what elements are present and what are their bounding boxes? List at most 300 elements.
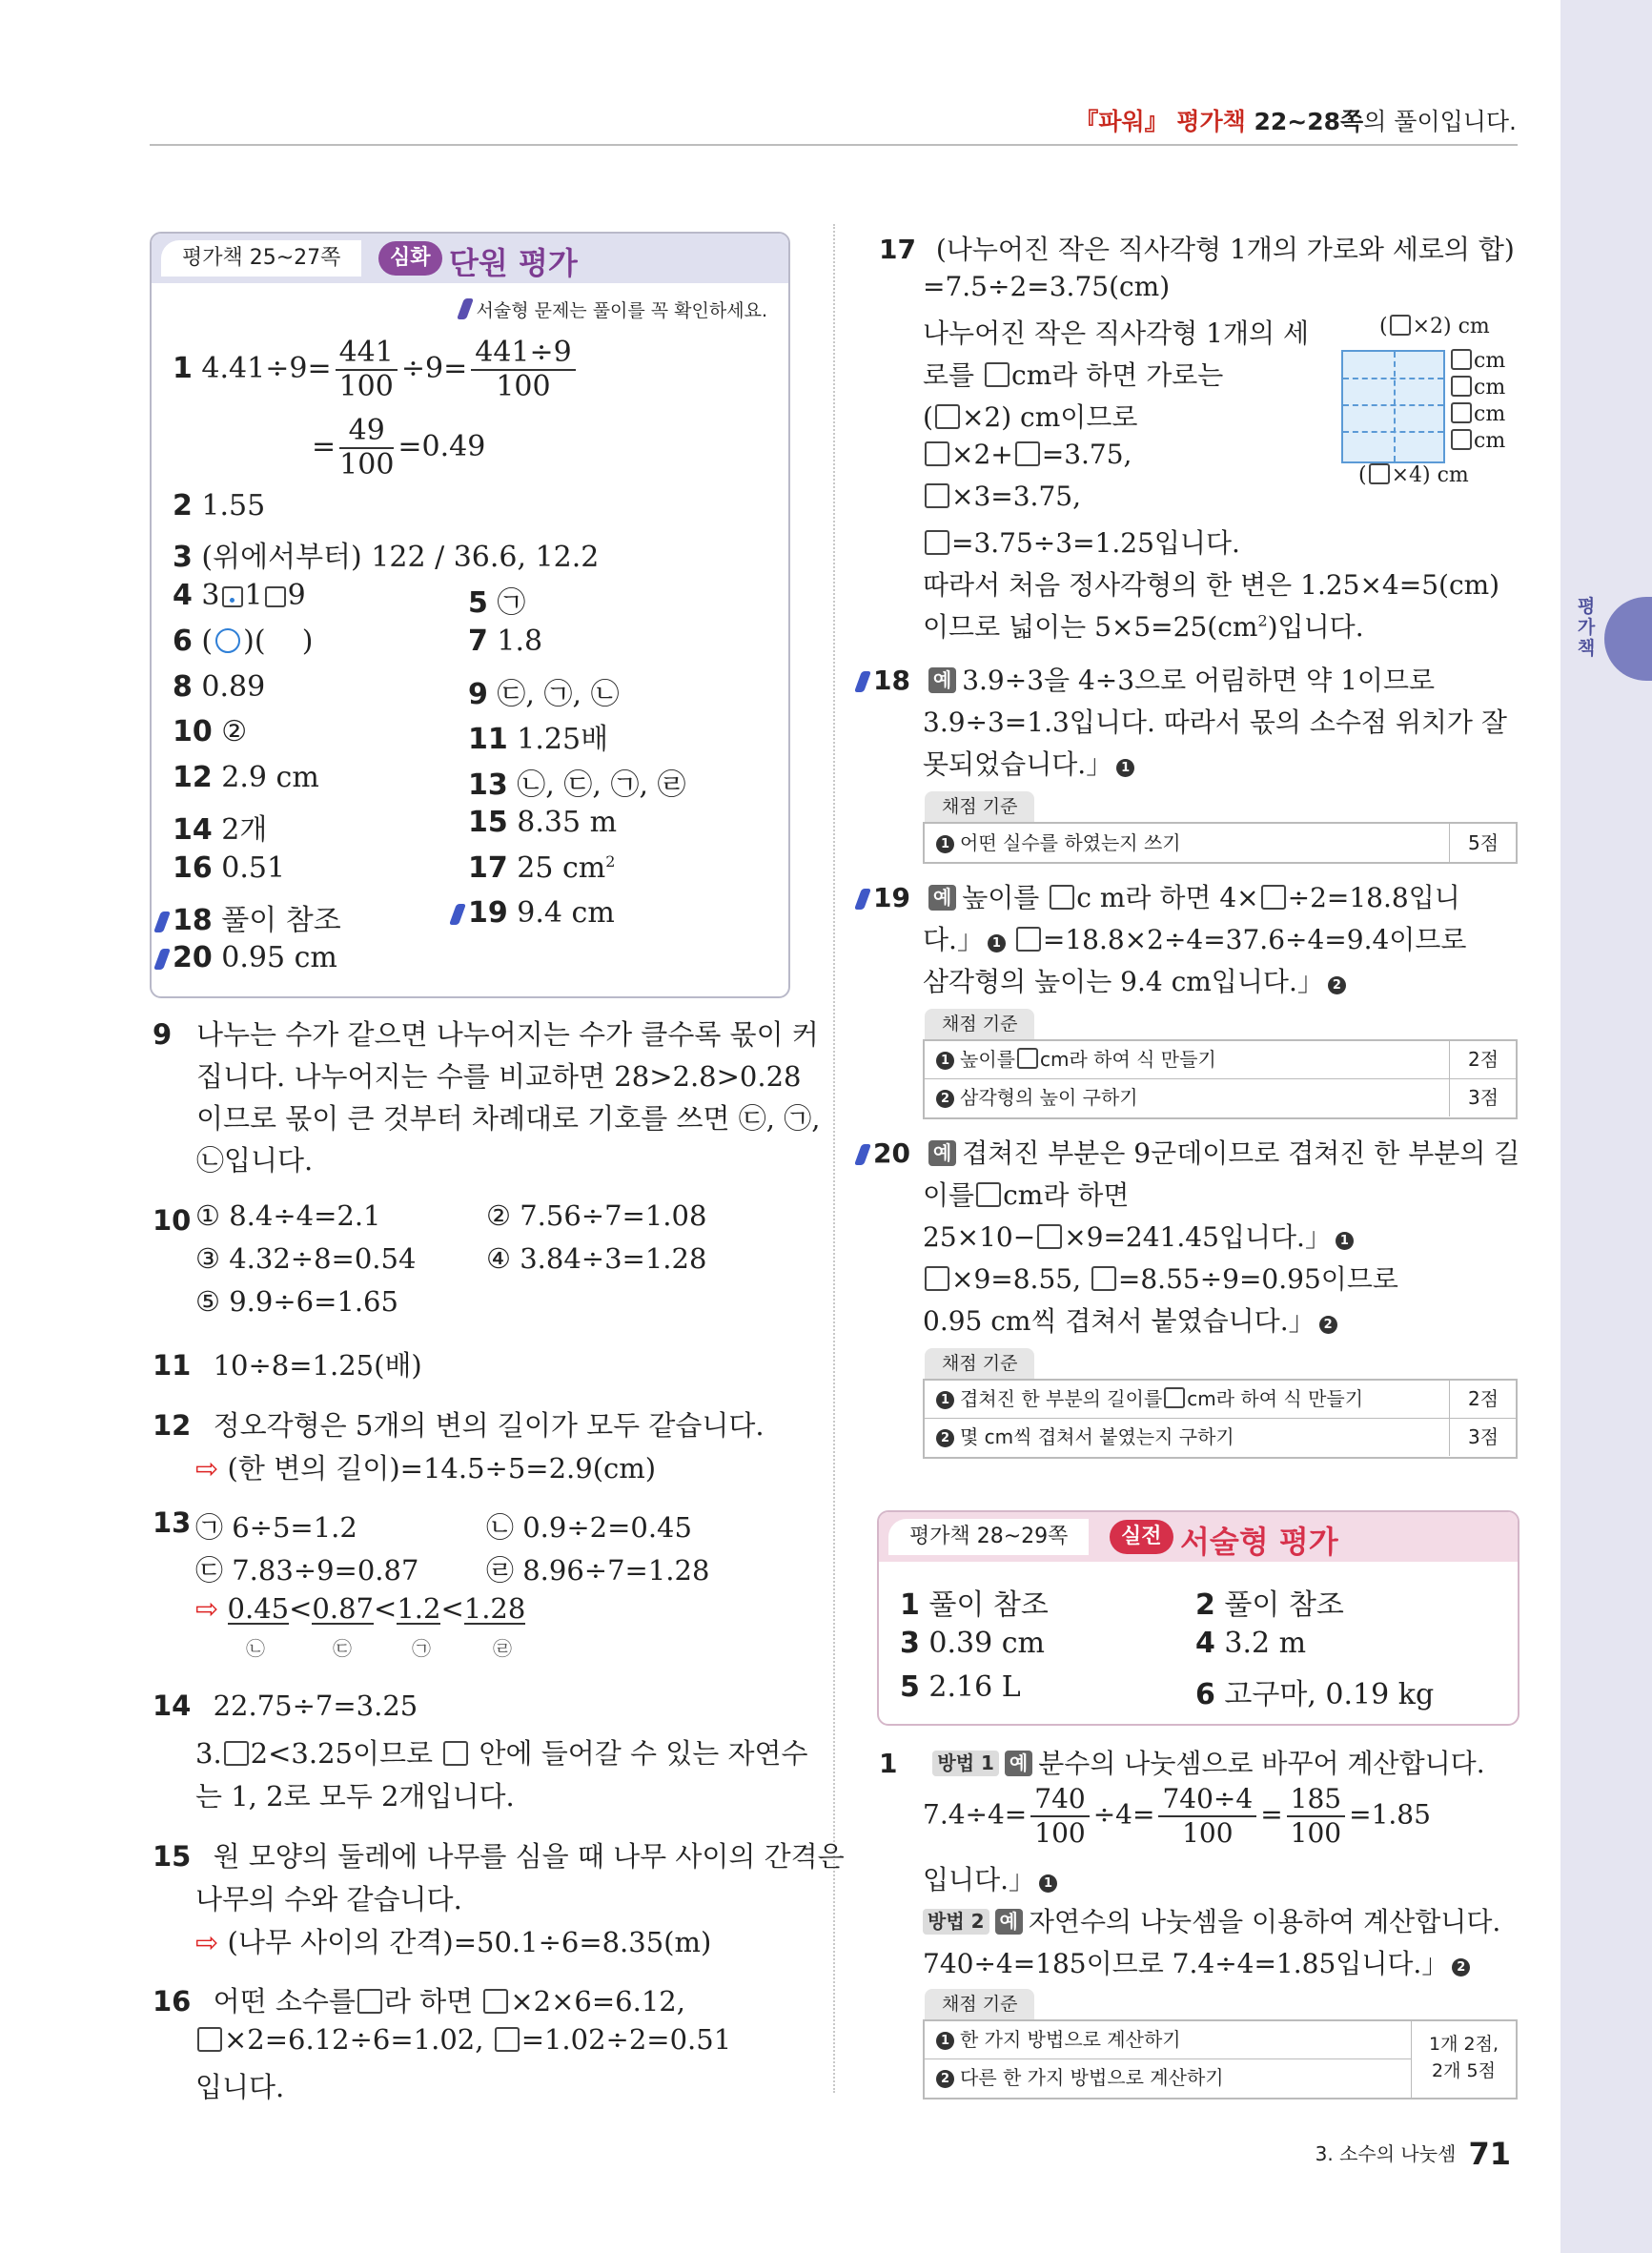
answer-13	[468, 761, 686, 803]
answer-box	[1017, 1048, 1038, 1069]
answer-15-number: 15	[468, 806, 508, 839]
circle-mark-icon	[215, 628, 240, 653]
step-2-icon: 2	[936, 1090, 954, 1108]
essay-answer-number: 1	[900, 1588, 920, 1622]
answer-7-value: 1.8	[497, 625, 543, 658]
step-2-icon: 2	[1319, 1316, 1337, 1334]
solution-11-text: 10÷8=1.25(배)	[213, 1349, 422, 1382]
criteria-row	[925, 1381, 1516, 1418]
answer-box	[925, 441, 949, 466]
solution-17-text: =3.75,	[1041, 439, 1132, 470]
criteria-row	[925, 824, 1516, 862]
solution-20-text: 25×10−	[923, 1221, 1036, 1253]
unit-test-box	[150, 232, 790, 998]
solution-20-text: 0.95 cm씩 겹쳐서 붙였습니다.」	[923, 1305, 1315, 1337]
figure-side-label	[1449, 429, 1505, 453]
solution-15-line: 나무의 수와 같습니다.	[195, 1883, 462, 1915]
solution-20-text: ×9=241.45입니다.」	[1064, 1221, 1332, 1253]
answer-17-value: 25 cm	[517, 851, 606, 885]
eq-text: 7.4÷4=	[923, 1798, 1028, 1831]
essay-answer-3	[900, 1627, 1045, 1660]
solution-17-text: (	[923, 401, 933, 433]
answer-3-value: (위에서부터) 122 / 36.6, 12.2	[201, 541, 600, 574]
answer-box	[197, 2027, 222, 2052]
solution-17-text: 이므로 넓이는 5×5=25(cm	[923, 611, 1258, 643]
answer-16-value: 0.51	[221, 851, 286, 885]
solution-17	[879, 229, 1515, 267]
solution-19-number: 19	[873, 882, 910, 913]
answer-4-b: 1	[244, 579, 263, 612]
solution-13-number: 13	[153, 1506, 192, 1539]
solution-17-text: ×3=3.75,	[951, 481, 1081, 512]
solution-16-text: =1.02÷2=0.51	[520, 2023, 732, 2056]
solution-20-line4	[923, 1259, 1398, 1297]
compare-key: ㉢	[333, 1637, 352, 1660]
answer-box	[985, 362, 1010, 387]
solution-18-text: 못되었습니다.」	[923, 748, 1113, 780]
method-badge: 방법 1	[932, 1751, 999, 1776]
arrow-icon: ⇨	[195, 1452, 219, 1485]
compare-key: ㉣	[493, 1637, 512, 1660]
solution-17-line5	[923, 397, 1137, 435]
answer-13-number: 13	[468, 768, 508, 802]
solution-10-number: 10	[153, 1204, 192, 1237]
essay-solution-text: 입니다.」	[923, 1864, 1036, 1895]
answer-16-number: 16	[173, 851, 213, 885]
solution-20-number: 20	[873, 1137, 910, 1169]
answer-box	[1164, 1387, 1185, 1408]
criteria-row	[925, 1078, 1516, 1116]
solution-17-text: )입니다.	[1267, 611, 1364, 643]
solution-16-text: 어떤 소수를	[213, 1985, 356, 2017]
solution-17-line: 나누어진 작은 직사각형 1개의 세	[923, 317, 1310, 349]
solution-16-text: ×2=6.12÷6=1.02,	[224, 2023, 484, 2056]
solution-19	[858, 877, 1460, 915]
unit-test-note	[460, 297, 767, 322]
solution-17-number: 17	[879, 234, 916, 265]
step-2-icon: 2	[1328, 976, 1346, 994]
solution-17-line6	[923, 439, 1132, 470]
essay-test-box	[877, 1510, 1519, 1726]
answer-12-number: 12	[173, 761, 213, 794]
answer-6-c: )	[301, 625, 314, 658]
answer-box	[1091, 1266, 1116, 1291]
figure-text: ×2) cm	[1412, 315, 1490, 338]
criteria-text: 다른 한 가지 방법으로 계산하기	[960, 2066, 1224, 2089]
example-badge: 예	[928, 1140, 956, 1166]
solution-14-text: 안에 들어갈 수 있는 자연수	[479, 1737, 808, 1770]
criteria-row	[925, 1041, 1516, 1078]
header-title	[1074, 103, 1517, 137]
side-tab-label: 평가책	[1577, 596, 1596, 659]
essay-answer-number: 3	[900, 1627, 920, 1660]
answer-1-number: 1	[173, 352, 193, 385]
criteria-label: 채점 기준	[925, 791, 1034, 822]
unit-test-ref: 평가책 25~27쪽	[161, 240, 361, 277]
answer-9-value: ㉢, ㉠, ㉡	[497, 678, 620, 711]
essay-test-title: 서술형 평가	[1180, 1524, 1338, 1560]
unit-test-title: 단원 평가	[449, 245, 578, 281]
solution-17-sup: 2	[1257, 611, 1268, 630]
fraction-num: 740÷4	[1158, 1783, 1256, 1817]
solution-10-item: ① 8.4÷4=2.1	[195, 1199, 381, 1232]
solution-19-text: =18.8×2÷4=37.6÷4=9.4이므로	[1042, 924, 1467, 955]
solution-16-text: 라 하면	[383, 1985, 474, 2017]
header-pages: 22~28쪽	[1254, 108, 1364, 135]
answer-box	[495, 2027, 520, 2052]
criteria-text: 한 가지 방법으로 계산하기	[960, 2028, 1181, 2051]
answer-box	[265, 586, 286, 607]
criteria-label: 채점 기준	[925, 1989, 1034, 2019]
solution-20-text: 이를	[923, 1179, 975, 1211]
solution-17-text: ×2+	[951, 439, 1013, 470]
solution-18-line: 3.9÷3=1.3입니다. 따라서 몫의 소수점 위치가 잘	[923, 707, 1507, 738]
solution-13-item: ㉣ 8.96÷7=1.28	[486, 1554, 710, 1587]
solution-20-text: ×9=8.55,	[951, 1263, 1081, 1295]
essay-solution-1	[879, 1743, 1485, 1781]
figure-side-label	[1449, 376, 1505, 399]
criteria-text: 삼각형의 높이 구하기	[960, 1086, 1138, 1109]
answer-9	[468, 670, 620, 712]
solution-13-item: ㉠ 6÷5=1.2	[195, 1511, 357, 1544]
answer-4-a: 3	[201, 579, 220, 612]
answer-17	[468, 851, 615, 885]
solution-13-item: ㉢ 7.83÷9=0.87	[195, 1554, 419, 1587]
essay-answer-value: 0.39 cm	[928, 1627, 1046, 1660]
header-suffix: 의 풀이입니다.	[1363, 108, 1517, 135]
answer-2-number: 2	[173, 489, 193, 522]
solution-11-number: 11	[153, 1349, 192, 1382]
solution-17-line: 따라서 처음 정사각형의 한 변은 1.25×4=5(cm)	[923, 569, 1500, 601]
figure-side-label	[1449, 349, 1505, 373]
header-rule	[150, 144, 1518, 146]
solution-19-text: 삼각형의 높이는 9.4 cm입니다.」	[923, 966, 1324, 997]
step-1-icon: 1	[1336, 1232, 1354, 1250]
answer-box	[224, 1741, 249, 1766]
solution-9-line: 이므로 몫이 큰 것부터 차례대로 기호를 쓰면 ㉢, ㉠,	[196, 1102, 821, 1135]
pencil-icon	[854, 1144, 871, 1165]
pencil-icon	[153, 949, 171, 970]
figure-text: (	[1379, 315, 1388, 338]
solution-17-line10	[923, 606, 1364, 645]
less-than: <	[374, 1592, 398, 1625]
solution-17-line4	[923, 355, 1223, 393]
solution-15-line: 원 모양의 둘레에 나무를 심을 때 나무 사이의 간격은	[213, 1840, 845, 1873]
solution-9-line: ㉡입니다.	[196, 1144, 314, 1177]
figure-dashed-line	[1394, 352, 1396, 461]
essay-solution-l3	[923, 1859, 1057, 1897]
solution-15-line3	[195, 1921, 711, 1960]
essay-answer-number: 2	[1195, 1588, 1215, 1622]
step-2-icon: 2	[936, 2070, 954, 2088]
answer-3	[173, 533, 599, 575]
answer-6-number: 6	[173, 625, 193, 658]
answer-12	[173, 761, 319, 794]
answer-15-value: 8.35 m	[517, 806, 618, 839]
answer-16	[173, 851, 285, 885]
solution-19-line2	[923, 919, 1466, 957]
answer-box-dot	[222, 586, 243, 607]
solution-15	[153, 1835, 845, 1874]
essay-answer-2	[1195, 1581, 1344, 1623]
criteria-table-19	[923, 1039, 1518, 1119]
step-1-icon: 1	[936, 1391, 954, 1409]
solution-17-text: ×2) cm이므로	[961, 401, 1138, 433]
fraction	[1287, 1783, 1345, 1850]
pencil-icon	[457, 298, 474, 319]
solution-19-text: 높이를	[962, 882, 1040, 913]
essay-solution-text: 자연수의 나눗셈을 이용하여 계산합니다.	[1028, 1906, 1501, 1937]
answer-10-value: ②	[221, 715, 248, 748]
criteria-points: 2점	[1449, 1381, 1517, 1418]
solution-10	[153, 1199, 191, 1242]
solution-19-line3	[923, 961, 1346, 999]
answer-11-value: 1.25배	[517, 723, 609, 756]
solution-18	[858, 660, 1435, 698]
solution-13-item: ㉡ 0.9÷2=0.45	[486, 1511, 692, 1544]
answer-19	[453, 896, 615, 930]
answer-11-number: 11	[468, 723, 508, 756]
less-than: <	[440, 1592, 464, 1625]
solution-19-text: c m라 하면 4×	[1076, 882, 1259, 913]
criteria-table-18	[923, 822, 1518, 864]
solution-20	[858, 1133, 1519, 1171]
solution-16-number: 16	[153, 1985, 192, 2017]
criteria-text: 높이를	[960, 1048, 1015, 1071]
solution-17-line7	[923, 481, 1081, 512]
compare-key: ㉡	[246, 1637, 265, 1660]
figure-text: ×4) cm	[1391, 463, 1469, 487]
answer-box	[483, 1989, 508, 2014]
essay-answer-number: 5	[900, 1670, 920, 1704]
step-2-icon: 2	[936, 1429, 954, 1447]
essay-test-ref: 평가책 28~29쪽	[888, 1519, 1089, 1555]
criteria-points: 2점	[1449, 1041, 1517, 1078]
fraction	[339, 415, 394, 481]
criteria-points: 1개 2점,	[1429, 2034, 1499, 2055]
answer-box	[976, 1182, 1001, 1207]
solution-18-line3	[923, 744, 1134, 782]
figure-text: cm	[1474, 376, 1506, 399]
solution-16-text: ×2×6=6.12,	[510, 1985, 685, 2017]
answer-1-result: =0.49	[398, 430, 486, 463]
solution-9	[153, 1014, 821, 1177]
solution-12-line: 정오각형은 5개의 변의 길이가 모두 같습니다.	[213, 1409, 765, 1442]
essay-solution-eq	[923, 1783, 1431, 1850]
solution-20-text: cm라 하면	[1003, 1179, 1130, 1211]
pencil-icon	[854, 671, 871, 692]
answer-box	[925, 530, 949, 555]
fraction	[336, 337, 398, 403]
essay-solution-l4	[923, 1901, 1500, 1939]
fraction-num: 441	[336, 337, 398, 371]
answer-7-number: 7	[468, 625, 488, 658]
answer-20-number: 20	[173, 941, 213, 974]
essay-solution-l5	[923, 1943, 1470, 1981]
solution-18-line: 3.9÷3을 4÷3으로 어림하면 약 1이므로	[962, 665, 1436, 696]
solution-12-number: 12	[153, 1409, 192, 1442]
solution-20-line3	[923, 1217, 1354, 1255]
unit-test-note-text: 서술형 문제는 풀이를 꼭 확인하세요.	[476, 300, 767, 321]
essay-answer-number: 4	[1195, 1627, 1215, 1660]
fraction	[1030, 1783, 1089, 1850]
answer-box	[1451, 429, 1472, 450]
answer-6-a: (	[201, 625, 214, 658]
answer-10	[173, 715, 247, 748]
essay-answer-number: 6	[1195, 1678, 1215, 1711]
compare-key: ㉠	[412, 1637, 431, 1660]
solution-11	[153, 1344, 422, 1383]
answer-box	[925, 1266, 949, 1291]
answer-2	[173, 489, 265, 522]
solution-20-line5	[923, 1301, 1337, 1339]
answer-box	[1037, 1224, 1062, 1249]
answer-13-value: ㉡, ㉢, ㉠, ㉣	[517, 768, 686, 802]
answer-box	[925, 483, 949, 508]
fraction-den: 100	[1290, 1817, 1342, 1849]
answer-4	[173, 579, 306, 612]
arrow-icon: ⇨	[195, 1926, 219, 1958]
eq-text: ÷4=	[1092, 1798, 1155, 1831]
solution-17-line8	[923, 522, 1240, 561]
essay-answer-value: 풀이 참조	[1224, 1588, 1344, 1622]
step-1-icon: 1	[936, 2032, 954, 2050]
solution-13	[153, 1506, 191, 1539]
solution-16-line: 입니다.	[195, 2071, 285, 2103]
answer-4-number: 4	[173, 579, 193, 612]
answer-1-eq: =	[312, 430, 337, 463]
answer-1-mid: ÷9=	[400, 352, 468, 385]
solution-12	[153, 1404, 765, 1444]
fraction-num: 441÷9	[471, 337, 575, 371]
answer-4-c: 9	[287, 579, 306, 612]
fraction-num: 49	[339, 415, 394, 449]
answer-5-value: ㉠	[497, 586, 526, 620]
solution-18-number: 18	[873, 665, 910, 696]
answer-box	[1451, 376, 1472, 397]
answer-20-value: 0.95 cm	[221, 941, 337, 974]
answer-5-number: 5	[468, 586, 488, 620]
figure-text: cm	[1474, 402, 1506, 426]
essay-solution-number: 1	[879, 1748, 898, 1779]
solution-14-number: 14	[153, 1690, 192, 1722]
criteria-text: cm라 하여 식 만들기	[1039, 1048, 1216, 1071]
answer-19-number: 19	[468, 896, 508, 930]
criteria-text: 몇 cm씩 겹쳐서 붙였는지 구하기	[960, 1425, 1234, 1448]
compare-value: 1.28	[463, 1592, 526, 1625]
answer-7	[468, 625, 542, 658]
figure-top-label	[1379, 315, 1490, 338]
solution-19-text: 다.」	[923, 924, 984, 955]
answer-1	[173, 337, 580, 403]
step-1-icon: 1	[936, 835, 954, 853]
criteria-table-essay	[923, 2019, 1518, 2099]
solution-10-item: ② 7.56÷7=1.08	[486, 1199, 707, 1232]
answer-15	[468, 806, 617, 839]
fraction-num: 185	[1287, 1783, 1345, 1817]
answer-8-value: 0.89	[201, 670, 266, 704]
eq-text: =1.85	[1349, 1798, 1431, 1831]
pencil-icon	[854, 889, 871, 910]
example-badge: 예	[995, 1909, 1023, 1935]
answer-3-number: 3	[173, 541, 193, 574]
answer-box	[1390, 315, 1411, 336]
example-badge: 예	[928, 667, 956, 693]
solution-15-line: (나무 사이의 간격)=50.1÷6=8.35(m)	[227, 1926, 712, 1958]
answer-6-b: )(	[243, 625, 266, 658]
answer-box	[357, 1989, 382, 2014]
answer-box	[1016, 927, 1041, 952]
column-divider	[833, 224, 835, 2093]
answer-6	[173, 625, 313, 658]
side-strip	[1560, 0, 1652, 2253]
solution-16-line2	[195, 2023, 731, 2056]
answer-8	[173, 670, 265, 704]
solution-16	[153, 1980, 685, 2019]
eq-text: =	[1260, 1798, 1283, 1831]
solution-10-item: ④ 3.84÷3=1.28	[486, 1242, 707, 1275]
solution-14-text: 3.	[195, 1737, 222, 1770]
answer-box	[935, 404, 960, 429]
answer-14-value: 2개	[221, 813, 268, 847]
answer-20	[157, 941, 337, 974]
solution-12-line: (한 변의 길이)=14.5÷5=2.9(cm)	[227, 1452, 657, 1485]
fraction	[471, 337, 575, 403]
essay-test-pill: 실전	[1110, 1520, 1173, 1554]
solution-15-number: 15	[153, 1840, 192, 1873]
arrow-icon: ⇨	[195, 1592, 219, 1625]
solution-10-item: ⑤ 9.9÷6=1.65	[195, 1285, 398, 1318]
answer-box	[1015, 441, 1040, 466]
answer-14-number: 14	[173, 813, 213, 847]
solution-17-line: =7.5÷2=3.75(cm)	[923, 271, 1171, 302]
essay-answer-5	[900, 1670, 1021, 1704]
criteria-text: cm라 하여 식 만들기	[1187, 1387, 1364, 1410]
figure-side-label	[1449, 402, 1505, 426]
essay-answer-value: 풀이 참조	[928, 1588, 1049, 1622]
answer-14	[173, 806, 267, 848]
solution-14	[153, 1690, 418, 1722]
solution-17-text: cm라 하면 가로는	[1011, 359, 1224, 391]
page-footer	[1315, 2136, 1511, 2172]
essay-solution-text: 740÷4=185이므로 7.4÷4=1.85입니다.」	[923, 1948, 1449, 1979]
solution-13-compare	[195, 1592, 525, 1625]
pencil-icon	[449, 904, 466, 925]
essay-answer-6	[1195, 1670, 1434, 1712]
square-figure	[1341, 350, 1445, 463]
answer-2-value: 1.55	[201, 489, 266, 522]
criteria-points-merged	[1411, 2021, 1516, 2098]
solution-9-number: 9	[153, 1018, 173, 1051]
essay-answer-4	[1195, 1627, 1306, 1660]
compare-value: 0.87	[312, 1592, 374, 1625]
fraction-den: 100	[1182, 1817, 1234, 1849]
solution-20-line: 겹쳐진 부분은 9군데이므로 겹쳐진 한 부분의 길	[962, 1137, 1520, 1169]
solution-20-text: =8.55÷9=0.95이므로	[1117, 1263, 1398, 1295]
step-2-icon: 2	[1452, 1958, 1470, 1976]
criteria-table-20	[923, 1379, 1518, 1459]
answer-1-line2	[312, 415, 485, 481]
solution-12-line2	[195, 1447, 656, 1486]
answer-17-sup: 2	[605, 852, 616, 870]
solution-10-item: ③ 4.32÷8=0.54	[195, 1242, 417, 1275]
fraction-den: 100	[496, 370, 551, 403]
figure-text: cm	[1474, 429, 1506, 453]
criteria-points: 5점	[1449, 824, 1517, 862]
answer-box	[1451, 349, 1472, 370]
answer-17-number: 17	[468, 851, 508, 885]
compare-value: 1.2	[397, 1592, 441, 1625]
